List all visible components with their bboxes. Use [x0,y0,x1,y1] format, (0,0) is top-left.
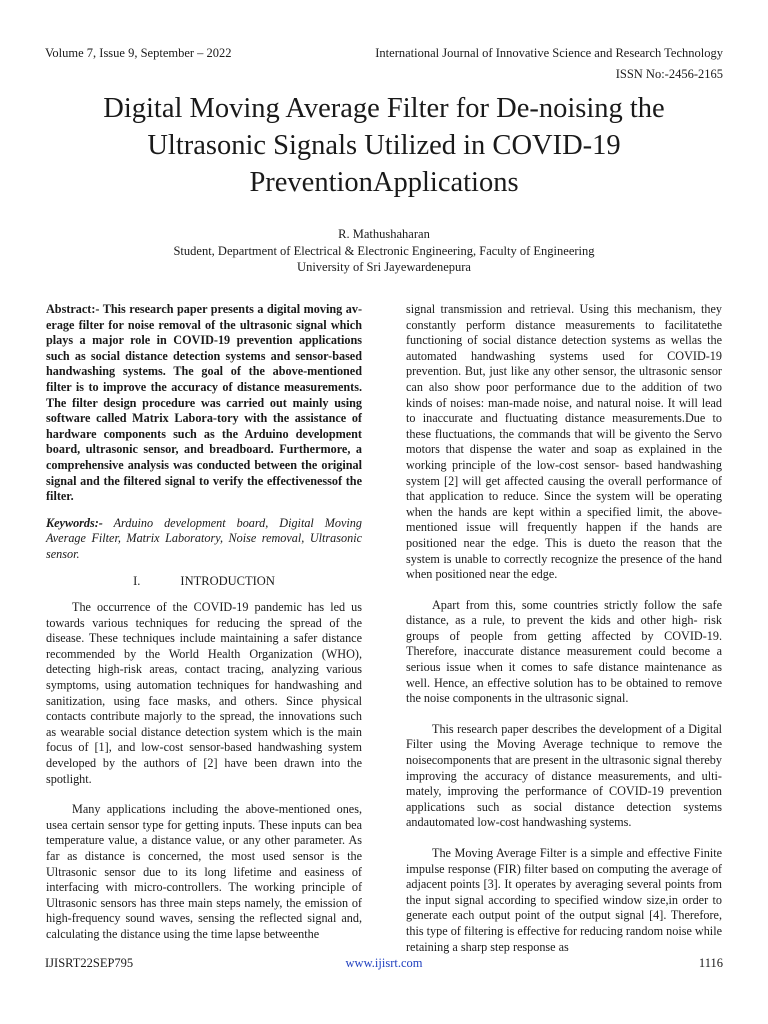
left-column [46,302,362,943]
section-heading [46,574,362,590]
website-link[interactable]: www.ijisrt.com [345,956,423,970]
title-line: PreventionApplications [249,167,519,198]
intro-paragraph: Many applications including the above-mentioned ones, usea certain sensor type for getting inputs. These inputs can bea temperature value, a distance value, or any other parameter. As far as distance is concerned, the most used sensor is the Ultrasonic sensor due to its long lifetime and easiness of interfacing with micro-controllers. The working principle of Ultrasonic sensors has three main steps namely, the emission of high-frequency sound waves, sensing the reflected signal and, calculating the distance using the time lapse betweenthe [46,802,362,941]
page-footer [45,956,723,972]
body-paragraph: This research paper describes the development of a Digital Filter using the Moving Average technique to remove the noisecomponents that are present in the ultrasonic signal thereby improving the accuracy of distance measurements, and ulti- mately, improving the performance of COVID-19 prevention applications such as social distance detection systems andautomated low-cost handwashing systems. [406,721,722,830]
body-paragraph: Apart from this, some countries strictly follow the safe distance, as a rule, to prevent the kids and other high- risk groups of people from getting affected by COVID-19. Therefore, inaccurate distance measurement could become a serious issue when it comes to safe distance maintenance as well. Hence, an effective solution has to be obtained to remove the noise components in the ultrasonic signal. [406,597,722,706]
intro-paragraph: The occurrence of the COVID-19 pandemic has led us towards various techniques for reducing the spread of the disease. These techniques include maintaining a safer distance recommended by the World Health Organization (WHO), detecting high-risk areas, contact tracing, analyzing various symptoms, using automation techniques for handwashing and sanitization, using face masks, and others. Since physical contacts contribute majorly to the spread, the innovations such as wearable social distance detection system which is the main focus of [1], and low-cost sensor-based handwashing system developed by the authors of [2] have been drawn into the spotlight. [46,600,362,786]
author-affiliation: Student, Department of Electrical & Electronic Engineering, Faculty of Engineering [173,243,595,258]
paper-id: IJISRT22SEP795 [45,956,134,970]
author-block [40,226,728,276]
abstract: Abstract:- This research paper presents a digital moving av- erage filter for noise removal of the ultrasonic signal which plays a major role in COVID-19 prevention applications such as social distance detection systems and sensor-based handwashing systems. The goal of the above-mentioned filter is to improve the accuracy of distance measurements. The filter design procedure was carried out mainly using software called Matrix Labora-tory with the assistance of hardware components such as the Arduino development board, ultrasonic sensor, and breadboard. Furthermore, a comprehensive analysis was conducted between the original signal and the filtered signal to verify the effectivenessof the filter. [46,302,362,504]
issn: ISSN No:-2456-2165 [615,67,723,81]
keywords-text: Arduino development board, Digital Moving Average Filter, Matrix Laboratory, Noise removal, Ultrasonic sensor. [46,515,362,561]
keywords-label: Keywords:- [46,515,103,530]
right-column [406,302,722,955]
title-line: Ultrasonic Signals Utilized in COVID-19 [147,130,621,161]
title-line: Digital Moving Average Filter for De-noising the [103,93,665,124]
section-title: INTRODUCTION [180,573,275,588]
body-paragraph: The Moving Average Filter is a simple and effective Finite impulse response (FIR) filter based on computing the average of adjacent points [3]. It operates by averaging several points from the input signal according to specified window size,in order to generate each output point of the output signal [4]. Therefore, this type of filtering is effective for reducing random noise while retaining a sharp step response as [406,846,722,954]
volume-issue: Volume 7, Issue 9, September – 2022 [45,46,232,60]
paper-title [40,90,728,201]
author-university: University of Sri Jayewardenepura [297,260,471,274]
section-number: I. [133,573,141,588]
keywords [46,516,362,563]
journal-name: International Journal of Innovative Science and Research Technology [375,46,723,60]
page-number: 1116 [698,956,723,970]
author-name: R. Mathushaharan [338,227,430,241]
body-paragraph: signal transmission and retrieval. Using this mechanism, they constantly perform distance measurements to facilitatethe functioning of social distance detection systems as wellas the automated handwashing systems used for COVID-19 prevention. But, just like any other sensor, the ultrasonic sensor can also show poor performance due to the addition of two kinds of noises: man-made noise, and natural noise. It will lead to inaccurate and fluctuating distance measurements.Due to these fluctuations, the commands that will be givento the Servo motors that dispense the water and soap as explained in the working principle of the low-cost sensor- based handwashing system [2] will get affected causing the overall performance of that application to reduce. Since the system will be operating when the hands are kept within a specified limit, the above-mentioned issue will frequently happen if the hands are positioned near the edge. This is dueto the reason that the system is unable to correctly recognize the presence of the hand when positioned near the edge. [406,302,722,582]
